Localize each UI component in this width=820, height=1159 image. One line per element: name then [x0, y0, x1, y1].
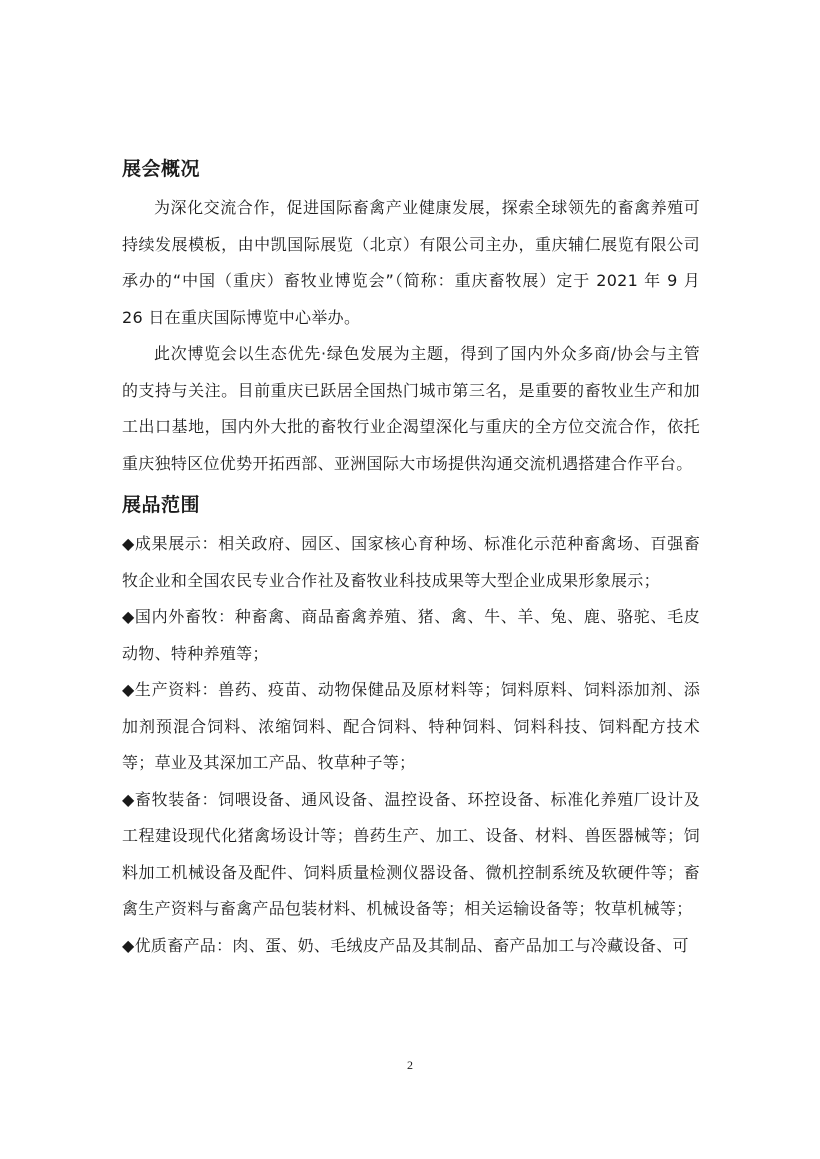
scope-item-production-materials: ◆生产资料：兽药、疫苗、动物保健品及原材料等；饲料原料、饲料添加剂、添加剂预混合饲料、浓缩饲料、配合饲料、特种饲料、饲料科技、饲料配方技术等；草业及其深加工产品、牧草种子等； [122, 680, 700, 772]
page-content [122, 148, 700, 964]
section-title-scope: 展品范围 [122, 494, 201, 516]
scope-item-achievements: ◆成果展示：相关政府、园区、国家核心育种场、标准化示范种畜禽场、百强畜牧企业和全国农民专业合作社及畜牧业科技成果等大型企业成果形象展示； [122, 534, 700, 590]
page-number: 2 [407, 1058, 413, 1072]
scope-item-equipment: ◆畜牧装备：饲喂设备、通风设备、温控设备、环控设备、标准化养殖厂设计及工程建设现代化猪禽场设计等；兽药生产、加工、设备、材料、兽医器械等；饲料加工机械设备及配件、饲料质量检测仪器设备、微机控制系统及软硬件等；畜禽生产资料与畜禽产品包装材料、机械设备等；相关运输设备等；牧草机械等； [122, 789, 700, 918]
section-title-overview: 展会概况 [122, 158, 201, 180]
scope-item-livestock: ◆国内外畜牧：种畜禽、商品畜禽养殖、猪、禽、牛、羊、兔、鹿、骆驼、毛皮动物、特种养殖等； [122, 607, 700, 663]
scope-item-quality-products: ◆优质畜产品：肉、蛋、奶、毛绒皮产品及其制品、畜产品加工与冷藏设备、可 [122, 935, 689, 955]
overview-paragraph-1: 为深化交流合作，促进国际畜禽产业健康发展，探索全球领先的畜禽养殖可持续发展模板，由中凯国际展览（北京）有限公司主办，重庆辅仁展览有限公司承办的“中国（重庆）畜牧业博览会”（简称：重庆畜牧展）定于 2021 年 9 月 26 日在重庆国际博览中心举办。 [122, 198, 700, 327]
overview-paragraph-2: 此次博览会以生态优先·绿色发展为主题，得到了国内外众多商/协会与主管的支持与关注。目前重庆已跃居全国热门城市第三名，是重要的畜牧业生产和加工出口基地，国内外大批的畜牧行业企渴望深化与重庆的全方位交流合作，依托重庆独特区位优势开拓西部、亚洲国际大市场提供沟通交流机遇搭建合作平台。 [122, 344, 700, 473]
